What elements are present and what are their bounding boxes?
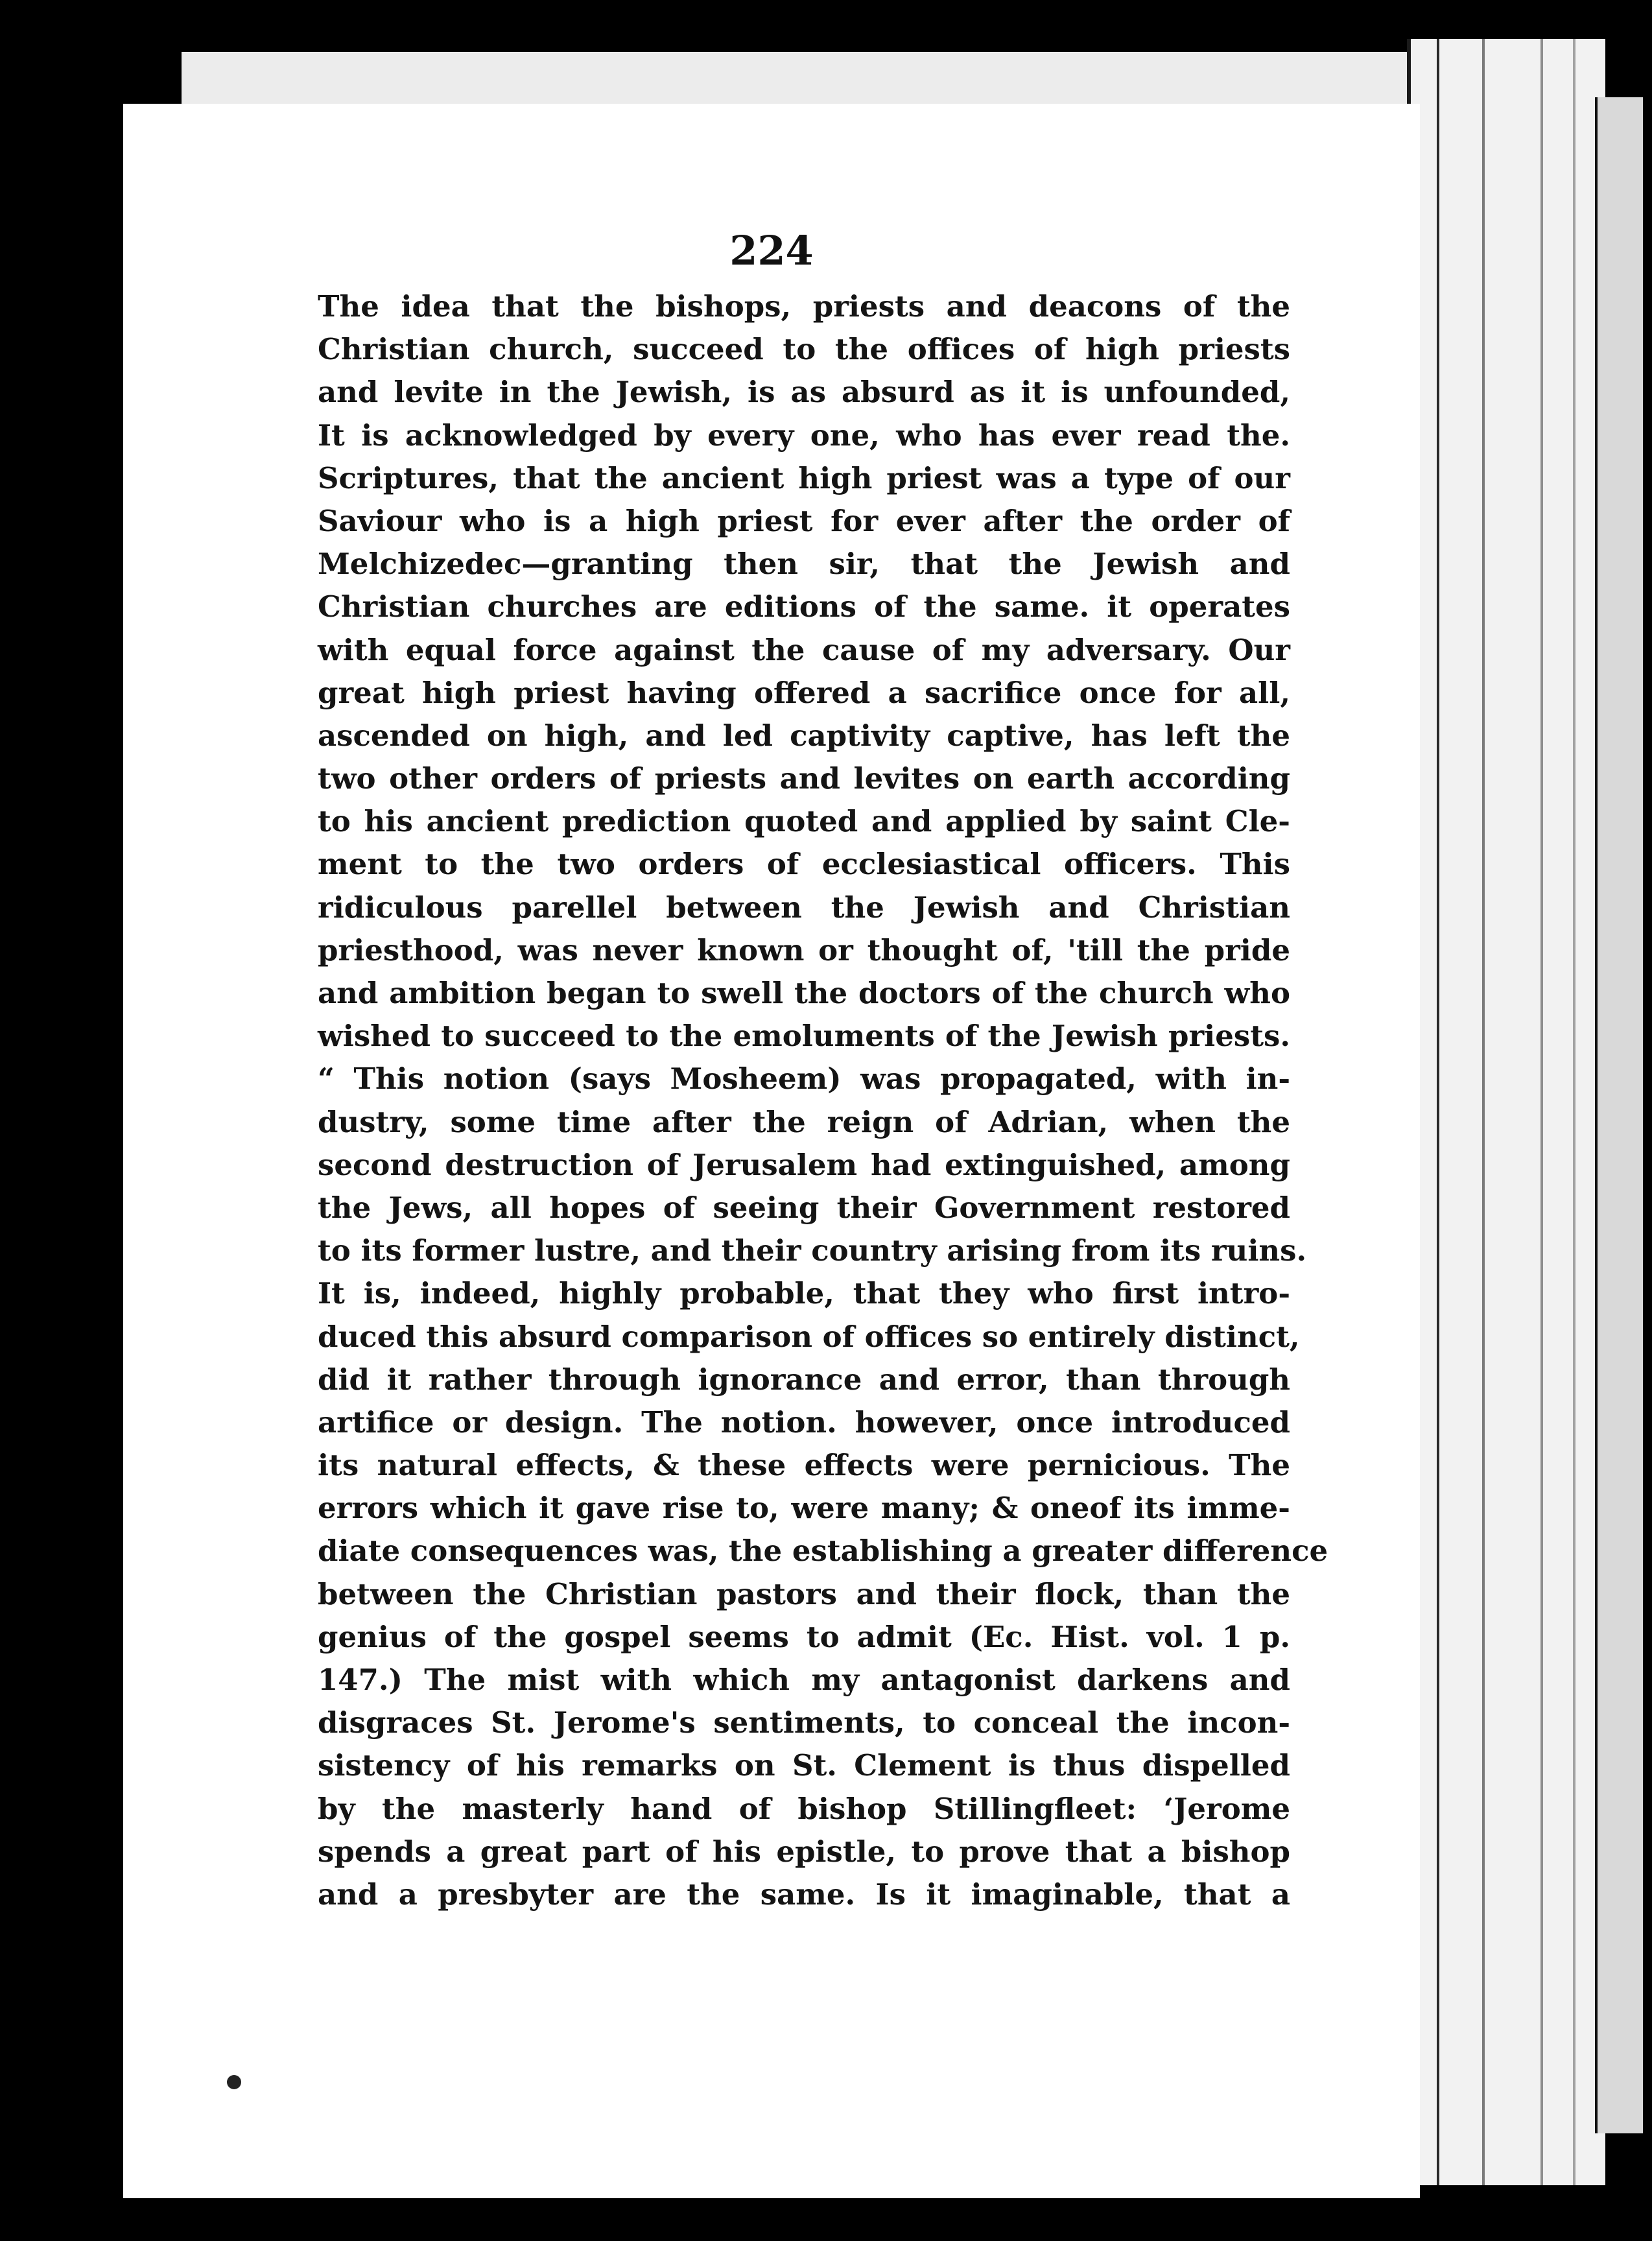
book-page — [123, 104, 1420, 2198]
text-line: spends a great part of his epistle, to prove that a bishop — [318, 1834, 1290, 1869]
body-text — [318, 285, 1328, 1916]
text-line: ascended on high, and led captivity captive, has left the — [318, 718, 1290, 753]
text-line: and a presbyter are the same. Is it imaginable, that a — [318, 1877, 1290, 1912]
text-line: with equal force against the cause of my adversary. Our — [318, 632, 1290, 667]
text-line: did it rather through ignorance and error, than through — [318, 1362, 1290, 1397]
page-edge-line — [1540, 39, 1543, 2185]
text-line: and ambition began to swell the doctors of the church who — [318, 976, 1290, 1010]
text-line: to his ancient prediction quoted and applied by saint Cle- — [318, 804, 1290, 839]
text-line: diate consequences was, the establishing a greater difference — [318, 1534, 1328, 1569]
text-line: Scriptures, that the ancient high priest was a type of our — [318, 460, 1290, 495]
text-line: It is, indeed, highly probable, that they who first intro- — [318, 1276, 1290, 1311]
text-line: and levite in the Jewish, is as absurd as it is unfounded, — [318, 375, 1290, 410]
text-line: ridiculous parellel between the Jewish and Christian — [318, 890, 1290, 925]
text-line: Melchizedec—granting then sir, that the Jewish and — [318, 547, 1290, 582]
text-line: sistency of his remarks on St. Clement is thus dispelled — [318, 1748, 1290, 1783]
text-line: the Jews, all hopes of seeing their Government restored — [318, 1190, 1290, 1225]
text-line: two other orders of priests and levites on earth according — [318, 761, 1290, 796]
text-line: second destruction of Jerusalem had extinguished, among — [318, 1147, 1290, 1182]
page-edge-line — [1573, 39, 1575, 2185]
text-line: dustry, some time after the reign of Adrian, when the — [318, 1104, 1290, 1139]
text-line: its natural effects, & these effects were pernicious. The — [318, 1448, 1290, 1483]
text-line: 147.) The mist with which my antagonist darkens and — [318, 1663, 1290, 1697]
text-line: errors which it gave rise to, were many; & oneof its imme- — [318, 1491, 1290, 1526]
text-line: Saviour who is a high priest for ever after the order of — [318, 503, 1290, 538]
text-line: genius of the gospel seems to admit (Ec. Hist. vol. 1 p. — [318, 1619, 1290, 1654]
text-line: ment to the two orders of ecclesiastical officers. This — [318, 847, 1290, 882]
text-line: artifice or design. The notion. however, once introduced — [318, 1405, 1290, 1440]
text-line: by the masterly hand of bishop Stillingfleet: ‘Jerome — [318, 1791, 1290, 1826]
text-line: Christian church, succeed to the offices of high priests — [318, 332, 1290, 367]
text-line: disgraces St. Jerome's sentiments, to conceal the incon- — [318, 1705, 1290, 1740]
book-spine — [1595, 97, 1643, 2133]
text-line: The idea that the bishops, priests and deacons of the — [318, 289, 1290, 324]
text-line: It is acknowledged by every one, who has ever read the. — [318, 418, 1290, 453]
page-edge-line — [1437, 39, 1439, 2185]
text-line: priesthood, was never known or thought of, 'till the pride — [318, 932, 1290, 967]
text-line: Christian churches are editions of the same. it operates — [318, 589, 1290, 624]
text-line: between the Christian pastors and their flock, than the — [318, 1576, 1290, 1611]
ink-speck — [227, 2075, 241, 2089]
page-number: 224 — [729, 227, 814, 274]
text-line: “ This notion (says Mosheem) was propagated, with in- — [318, 1061, 1290, 1097]
text-line: great high priest having offered a sacrifice once for all, — [318, 675, 1290, 710]
text-line: duced this absurd comparison of offices so entirely distinct, — [318, 1319, 1300, 1354]
right-page-edges — [1407, 39, 1605, 2185]
page-edge-line — [1482, 39, 1485, 2185]
text-line: to its former lustre, and their country arising from its ruins. — [318, 1233, 1307, 1268]
text-line: wished to succeed to the emoluments of the Jewish priests. — [318, 1019, 1290, 1054]
